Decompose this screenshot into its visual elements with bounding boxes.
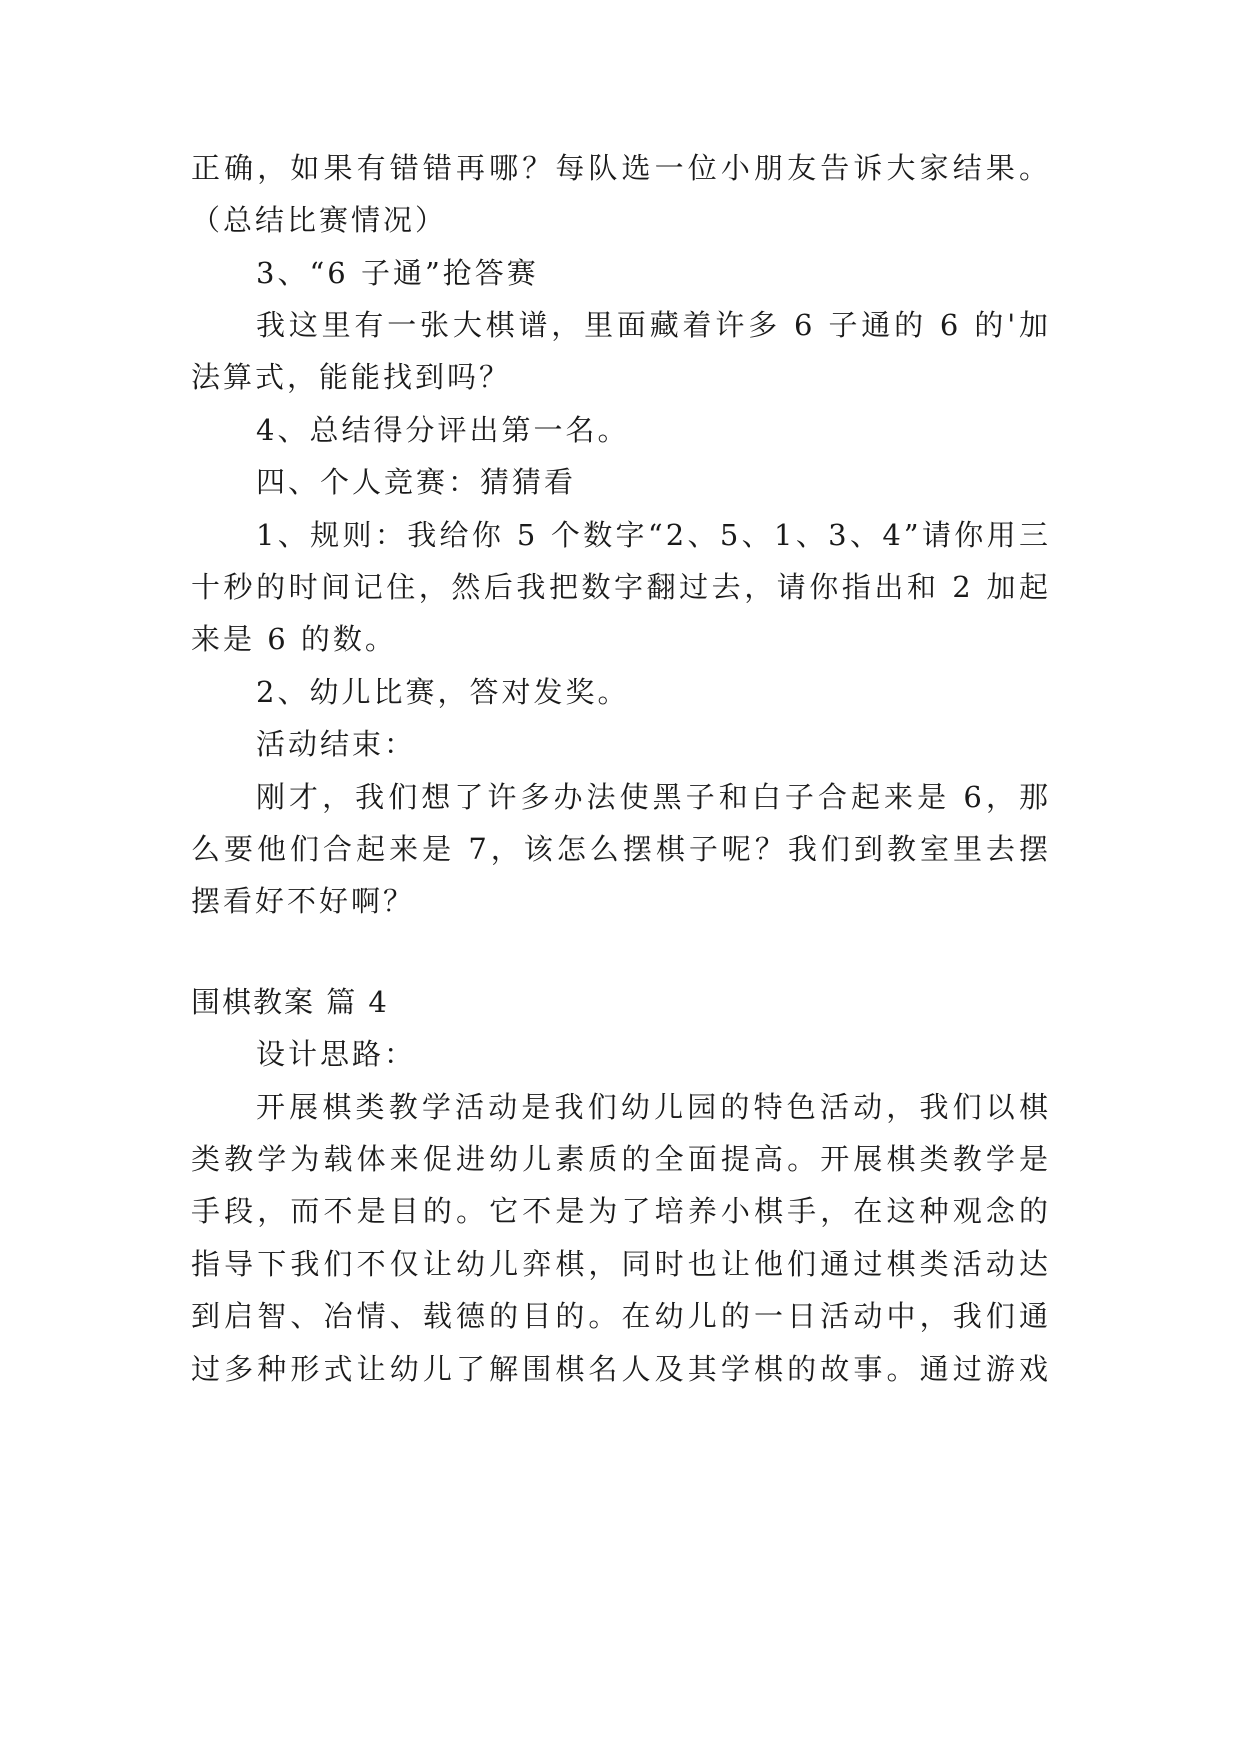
paragraph-line: 十秒的时间记住，然后我把数字翻过去，请你指出和 2 加起 bbox=[191, 570, 1051, 604]
paragraph-line: 我这里有一张大棋谱，里面藏着许多 6 子通的 6 的'加 bbox=[256, 308, 1051, 342]
list-item: 3、“6 子通”抢答赛 bbox=[256, 256, 539, 290]
list-item: 2、幼儿比赛，答对发奖。 bbox=[256, 675, 630, 709]
paragraph-line: 刚才，我们想了许多办法使黑子和白子合起来是 6，那 bbox=[256, 780, 1051, 814]
paragraph-line: 么要他们合起来是 7，该怎么摆棋子呢？我们到教室里去摆 bbox=[191, 832, 1051, 866]
paragraph-line: 开展棋类教学活动是我们幼儿园的特色活动，我们以棋 bbox=[256, 1090, 1051, 1124]
section-heading: 活动结束： bbox=[256, 727, 417, 761]
paragraph-line: 来是 6 的数。 bbox=[191, 622, 397, 656]
list-item: 1、规则：我给你 5 个数字“2、5、1、3、4”请你用三 bbox=[256, 518, 1051, 552]
list-item: 4、总结得分评出第一名。 bbox=[256, 413, 630, 447]
paragraph-line: 到启智、冶情、载德的目的。在幼儿的一日活动中，我们通 bbox=[191, 1299, 1051, 1333]
section-heading: 设计思路： bbox=[256, 1037, 417, 1071]
paragraph-line: 指导下我们不仅让幼儿弈棋，同时也让他们通过棋类活动达 bbox=[191, 1247, 1051, 1281]
paragraph-line: 法算式，能能找到吗？ bbox=[191, 360, 512, 394]
paragraph-line: 手段，而不是目的。它不是为了培养小棋手，在这种观念的 bbox=[191, 1194, 1051, 1228]
paragraph-line: （总结比赛情况） bbox=[191, 203, 448, 237]
lesson-title: 围棋教案 篇 4 bbox=[191, 985, 389, 1019]
paragraph-line: 类教学为载体来促进幼儿素质的全面提高。开展棋类教学是 bbox=[191, 1142, 1051, 1176]
paragraph-line: 摆看好不好啊？ bbox=[191, 884, 416, 918]
section-heading: 四、个人竞赛：猜猜看 bbox=[256, 465, 577, 499]
paragraph-line: 过多种形式让幼儿了解围棋名人及其学棋的故事。通过游戏 bbox=[191, 1352, 1051, 1386]
paragraph-line: 正确，如果有错错再哪？每队选一位小朋友告诉大家结果。 bbox=[191, 151, 1051, 185]
